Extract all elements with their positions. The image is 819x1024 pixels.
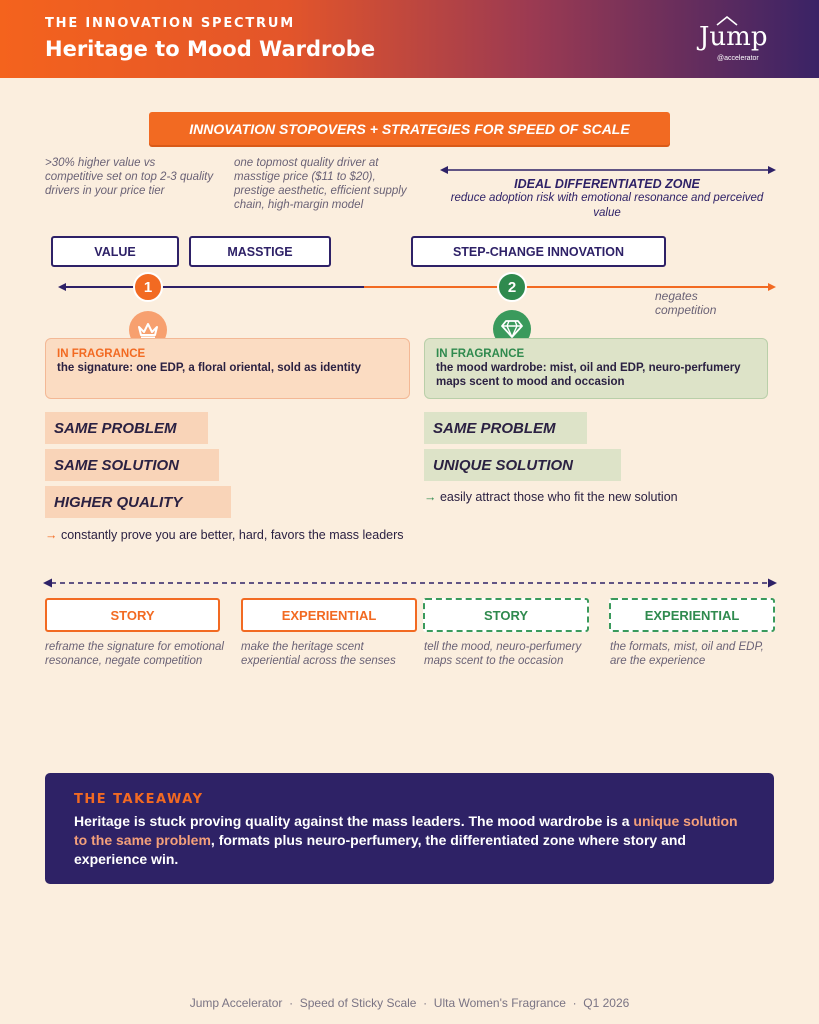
strategy-experiential-right: EXPERIENTIAL <box>609 598 775 632</box>
takeaway-body-1: Heritage is stuck proving quality against the mass leaders. The mood wardrobe is a <box>74 813 634 829</box>
strategy-experiential-left: EXPERIENTIAL <box>241 598 417 632</box>
strategy-banner: INNOVATION STOPOVERS + STRATEGIES FOR SPEED OF SCALE <box>149 112 670 145</box>
right-panel-text: the mood wardrobe: mist, oil and EDP, neuro-perfumery maps scent to mood and occasion <box>436 362 741 388</box>
page-title: Heritage to Mood Wardrobe <box>45 37 376 61</box>
right-tag-same-problem: SAME PROBLEM <box>424 412 587 444</box>
zone-title: IDEAL DIFFERENTIATED ZONE <box>514 177 700 191</box>
value-pill: VALUE <box>51 236 179 267</box>
takeaway-heading: THE TAKEAWAY <box>74 792 204 807</box>
arrow-right-icon: → <box>45 528 58 542</box>
right-arrow-note-text: easily attract those who fit the new solution <box>439 490 678 504</box>
masstige-pill: MASSTIGE <box>189 236 331 267</box>
strategy-note-4: the formats, mist, oil and EDP, are the experience <box>610 641 764 667</box>
left-arrow-note <box>45 527 415 543</box>
takeaway-body-2: , formats plus neuro-perfumery, the differentiated zone where story and experience win. <box>74 832 686 867</box>
strategy-note-2: make the heritage scent experiential across the senses <box>241 641 396 667</box>
takeaway-box <box>45 773 774 884</box>
left-tag-higher-quality: HIGHER QUALITY <box>45 486 231 518</box>
footer: Jump Accelerator · Speed of Sticky Scale · Ulta Women's Fragrance · Q1 2026 <box>189 996 630 1010</box>
value-note: >30% higher value vs competitive set on top 2-3 quality drivers in your price tier <box>45 157 214 197</box>
right-arrow-note <box>424 489 774 505</box>
left-arrow-note-text: constantly prove you are better, hard, favors the mass leaders <box>60 528 404 542</box>
left-fragrance-panel <box>45 338 410 399</box>
left-tag-same-problem: SAME PROBLEM <box>45 412 208 444</box>
marker-one: 1 <box>133 272 163 302</box>
right-tag-unique-solution: UNIQUE SOLUTION <box>424 449 621 481</box>
logo-sub: @accelerator <box>717 55 759 62</box>
negates-note: negates competition <box>655 289 717 317</box>
zone-span-arrow <box>440 164 776 176</box>
left-panel-kicker: IN FRAGRANCE <box>57 348 146 360</box>
jump-logo <box>699 22 779 66</box>
zone-description: reduce adoption risk with emotional resonance and perceived value <box>450 192 764 219</box>
logo-word: Jump <box>699 22 768 52</box>
left-tag-same-solution: SAME SOLUTION <box>45 449 219 481</box>
header-bar <box>0 0 819 78</box>
marker-two: 2 <box>497 272 527 302</box>
strategy-story-left: STORY <box>45 598 220 632</box>
takeaway-highlight: unique solution to the same problem <box>74 813 738 848</box>
right-panel-kicker: IN FRAGRANCE <box>436 348 525 360</box>
header-kicker: THE INNOVATION SPECTRUM <box>45 16 295 31</box>
strategy-note-3: tell the mood, neuro-perfumery maps scent to the occasion <box>424 641 582 667</box>
strategies-span-arrow <box>43 577 777 589</box>
strategy-story-right: STORY <box>423 598 589 632</box>
arrow-right-icon: → <box>424 490 437 504</box>
takeaway-body <box>74 812 745 869</box>
strategy-note-1: reframe the signature for emotional resonance, negate competition <box>45 641 224 667</box>
left-panel-text: the signature: one EDP, a floral oriental, sold as identity <box>57 362 361 374</box>
masstige-note: one topmost quality driver at masstige price ($11 to $20), prestige aesthetic, efficient supply chain, high-margin model <box>234 157 407 211</box>
right-fragrance-panel <box>424 338 768 399</box>
step-change-pill: STEP-CHANGE INNOVATION <box>411 236 666 267</box>
